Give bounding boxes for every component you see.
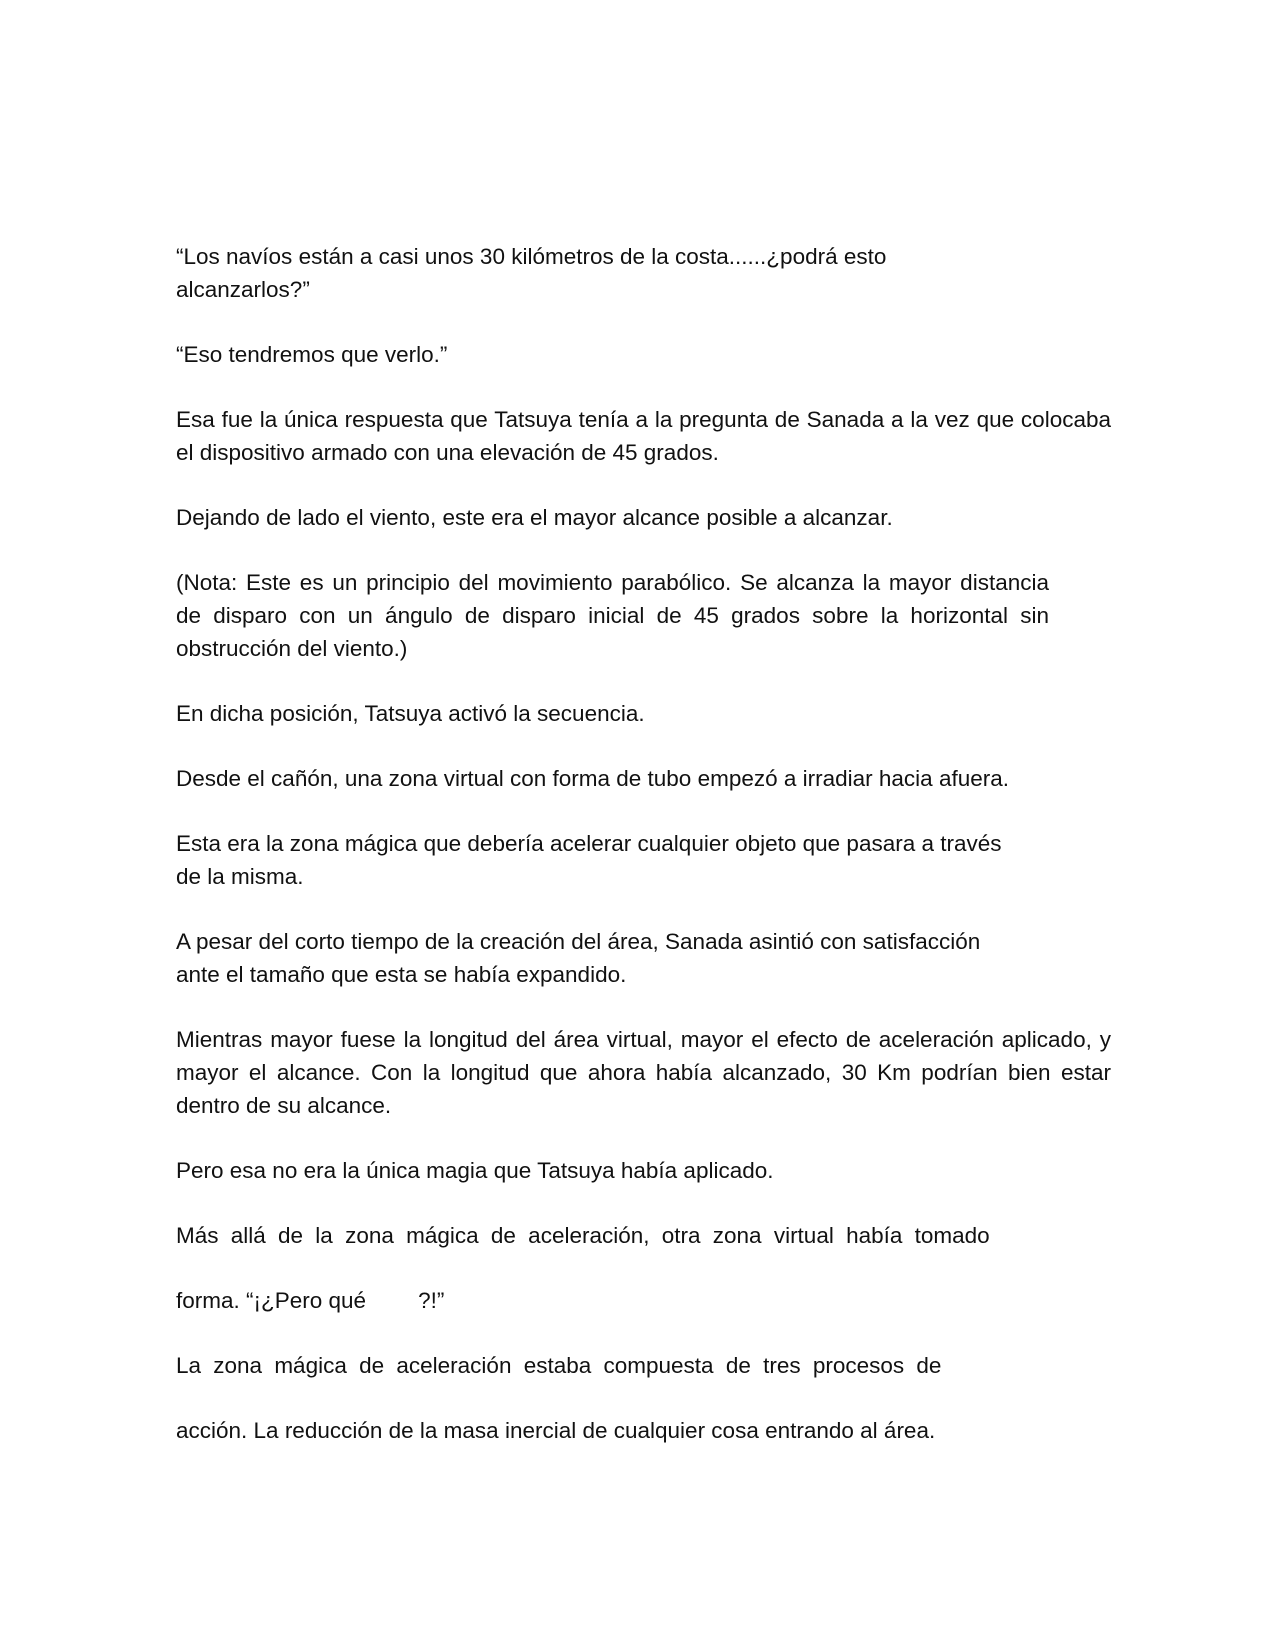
paragraph-9 xyxy=(176,925,1111,991)
paragraph-8-line-1: Esta era la zona mágica que debería acelerar cualquier objeto que pasara a través xyxy=(176,831,1002,856)
paragraph-6: En dicha posición, Tatsuya activó la secuencia. xyxy=(176,701,645,726)
paragraph-15: acción. La reducción de la masa inercial de cualquier cosa entrando al área. xyxy=(176,1418,936,1443)
paragraph-9-line-2: ante el tamaño que esta se había expandido. xyxy=(176,962,627,987)
paragraph-3: Esa fue la única respuesta que Tatsuya tenía a la pregunta de Sanada a la vez que colocaba el dispositivo armado con una elevación de 45 grados. xyxy=(176,407,1111,465)
paragraph-13-part-2: ?!” xyxy=(418,1288,445,1313)
paragraph-10: Mientras mayor fuese la longitud del área virtual, mayor el efecto de aceleración aplicado, y mayor el alcance. Con la longitud que ahora había alcanzado, 30 Km podrían bien estar dentro de su alcance. xyxy=(176,1027,1111,1118)
paragraph-1 xyxy=(176,240,1111,306)
paragraph-14: La zona mágica de aceleración estaba compuesta de tres procesos de xyxy=(176,1353,942,1378)
paragraph-7: Desde el cañón, una zona virtual con forma de tubo empezó a irradiar hacia afuera. xyxy=(176,766,1009,791)
paragraph-5-note: (Nota: Este es un principio del movimiento parabólico. Se alcanza la mayor distancia de disparo con un ángulo de disparo inicial de 45 grados sobre la horizontal sin obstrucción del viento.) xyxy=(176,570,1049,661)
document-body xyxy=(176,240,1111,1479)
paragraph-12: Más allá de la zona mágica de aceleración, otra zona virtual había tomado xyxy=(176,1223,990,1248)
paragraph-1-line-2: alcanzarlos?” xyxy=(176,277,310,302)
paragraph-8 xyxy=(176,827,1111,893)
paragraph-9-line-1: A pesar del corto tiempo de la creación del área, Sanada asintió con satisfacción xyxy=(176,929,981,954)
paragraph-4: Dejando de lado el viento, este era el mayor alcance posible a alcanzar. xyxy=(176,505,893,530)
paragraph-11: Pero esa no era la única magia que Tatsuya había aplicado. xyxy=(176,1158,774,1183)
paragraph-13 xyxy=(176,1284,1111,1317)
paragraph-1-line-1: “Los navíos están a casi unos 30 kilómetros de la costa......¿podrá esto xyxy=(176,244,887,269)
paragraph-8-line-2: de la misma. xyxy=(176,864,304,889)
paragraph-13-part-1: forma. “¡¿Pero qué xyxy=(176,1288,367,1313)
paragraph-2: “Eso tendremos que verlo.” xyxy=(176,342,448,367)
